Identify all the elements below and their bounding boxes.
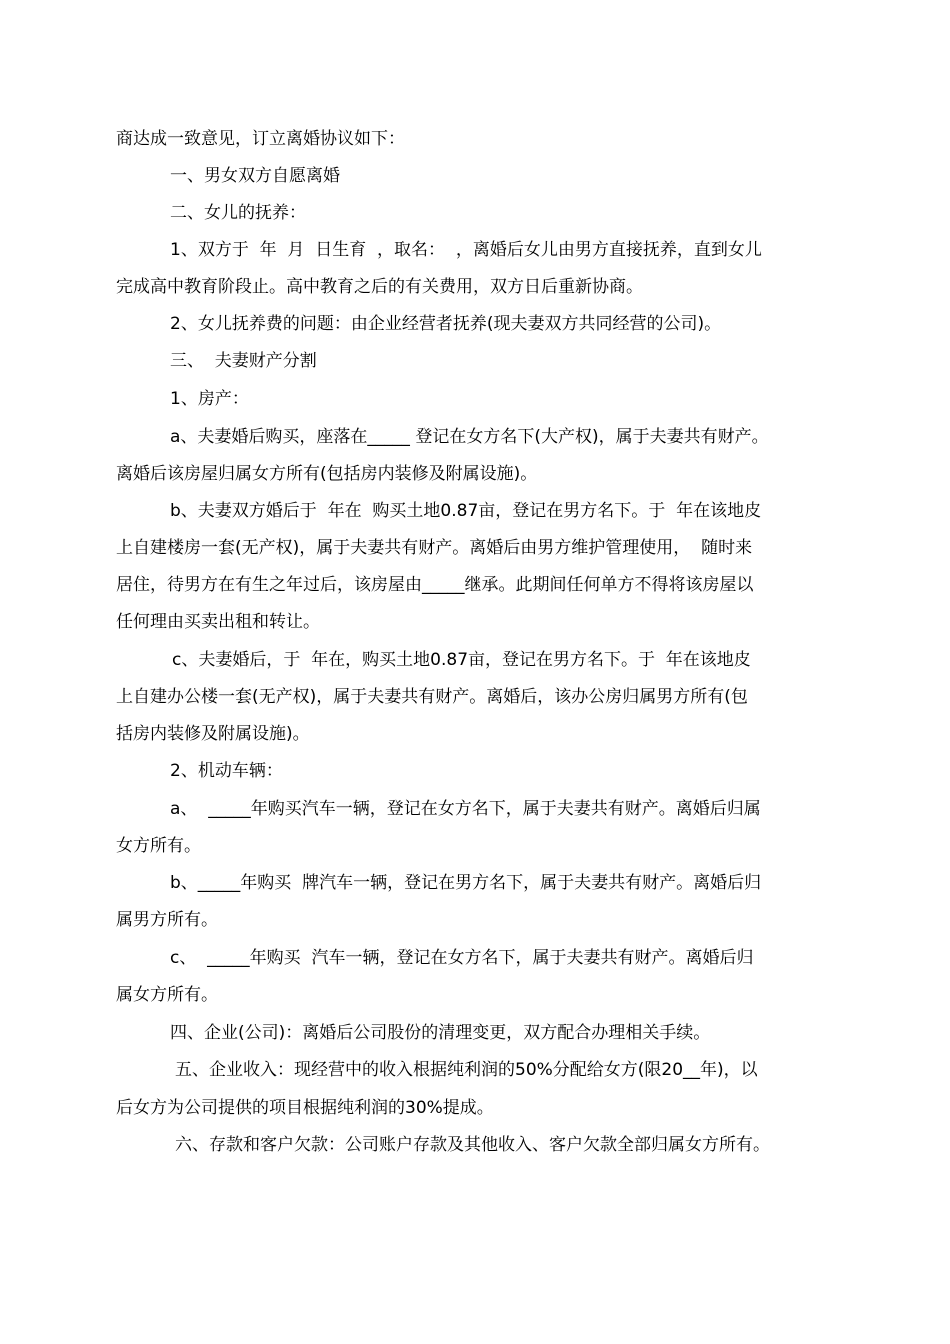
text-line: c、 _____年购买 汽车一辆，登记在女方名下，属于夫妻共有财产。离婚后归 (170, 948, 754, 968)
text-line: 属男方所有。 (116, 910, 218, 930)
text-line: 居住，待男方在有生之年过后，该房屋由_____继承。此期间任何单方不得将该房屋以 (116, 575, 754, 595)
text-line: 女方所有。 (116, 836, 201, 856)
subsection-heading: 1、房产： (170, 389, 249, 409)
text-line: b、夫妻双方婚后于 年在 购买土地0.87亩，登记在男方名下。于 年在该地皮 (170, 501, 762, 521)
section-heading: 二、女儿的抚养： (170, 203, 306, 223)
section-heading: 一、男女双方自愿离婚 (170, 166, 340, 186)
text-line: 商达成一致意见，订立离婚协议如下： (116, 129, 405, 149)
text-line: 完成高中教育阶段止。高中教育之后的有关费用，双方日后重新协商。 (116, 277, 643, 297)
section-heading: 四、企业(公司)：离婚后公司股份的清理变更，双方配合办理相关手续。 (170, 1023, 711, 1043)
text-line: a、夫妻婚后购买，座落在_____ 登记在女方名下(大产权)，属于夫妻共有财产。 (170, 427, 769, 447)
text-line: 上自建楼房一套(无产权)，属于夫妻共有财产。离婚后由男方维护管理使用， 随时来 (116, 538, 753, 558)
text-line: 后女方为公司提供的项目根据纯利润的30%提成。 (116, 1098, 494, 1118)
text-line: 离婚后该房屋归属女方所有(包括房内装修及附属设施)。 (116, 464, 538, 484)
text-line: 属女方所有。 (116, 985, 218, 1005)
text-line: b、_____年购买 牌汽车一辆，登记在男方名下，属于夫妻共有财产。离婚后归 (170, 873, 762, 893)
text-line: 括房内装修及附属设施)。 (116, 724, 310, 744)
text-line: c、夫妻婚后，于 年在，购买土地0.87亩，登记在男方名下。于 年在该地皮 (172, 650, 751, 670)
section-heading: 六、存款和客户欠款：公司账户存款及其他收入、客户欠款全部归属女方所有。 (175, 1135, 770, 1155)
section-heading: 三、 夫妻财产分割 (170, 351, 317, 371)
subsection-heading: 2、机动车辆： (170, 761, 283, 781)
text-line: 任何理由买卖出租和转让。 (116, 612, 320, 632)
text-line: 1、双方于 年 月 日生育 ，取名： ，离婚后女儿由男方直接抚养，直到女儿 (170, 240, 762, 260)
text-line: 上自建办公楼一套(无产权)，属于夫妻共有财产。离婚后，该办公房归属男方所有(包 (116, 687, 748, 707)
text-line: a、 _____年购买汽车一辆，登记在女方名下，属于夫妻共有财产。离婚后归属 (170, 799, 761, 819)
section-heading: 五、企业收入：现经营中的收入根据纯利润的50%分配给女方(限20__年)，以 (175, 1060, 758, 1080)
text-line: 2、女儿抚养费的问题：由企业经营者抚养(现夫妻双方共同经营的公司)。 (170, 314, 722, 334)
